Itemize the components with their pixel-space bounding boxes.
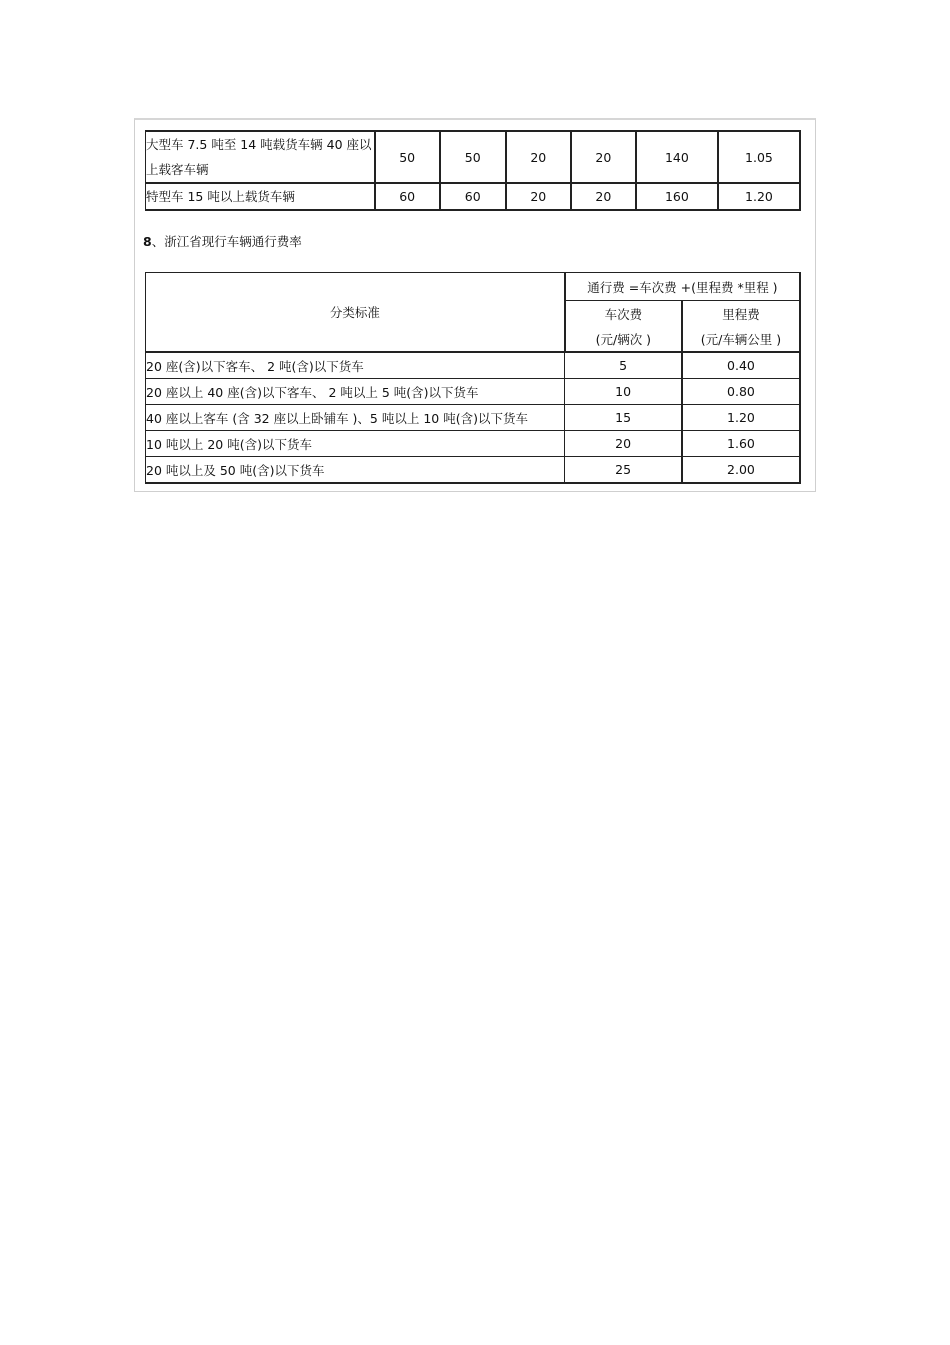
trip-fee-cell: 15 xyxy=(565,405,682,431)
value-cell: 140 xyxy=(636,131,718,183)
category-cell: 40 座以上客车 (含 32 座以上卧铺车 )、5 吨以上 10 吨(含)以下货车 xyxy=(146,405,565,431)
table-row xyxy=(146,457,801,484)
vehicle-class-cell: 大型车 7.5 吨至 14 吨载货车辆 40 座以上载客车辆 xyxy=(146,131,375,183)
vehicle-class-cell: 特型车 15 吨以上载货车辆 xyxy=(146,183,375,210)
km-fee-unit: (元/车辆公里 ) xyxy=(682,326,800,352)
km-fee-cell: 1.60 xyxy=(682,431,800,457)
table-header-row xyxy=(146,273,801,301)
category-cell: 20 吨以上及 50 吨(含)以下货车 xyxy=(146,457,565,484)
trip-fee-cell: 10 xyxy=(565,379,682,405)
trip-fee-header: 车次费 xyxy=(565,301,682,327)
formula-header: 通行费 =车次费 +(里程费 *里程 ) xyxy=(565,273,800,301)
value-cell: 1.20 xyxy=(718,183,800,210)
km-fee-cell: 0.80 xyxy=(682,379,800,405)
section-title: 、浙江省现行车辆通行费率 xyxy=(151,234,302,249)
km-fee-cell: 0.40 xyxy=(682,352,800,379)
value-cell: 160 xyxy=(636,183,718,210)
value-cell: 60 xyxy=(375,183,440,210)
value-cell: 60 xyxy=(440,183,506,210)
table-row xyxy=(146,379,801,405)
value-cell: 1.05 xyxy=(718,131,800,183)
table-row xyxy=(146,352,801,379)
document-panel xyxy=(134,118,816,492)
category-cell: 20 座以上 40 座(含)以下客车、 2 吨以上 5 吨(含)以下货车 xyxy=(146,379,565,405)
km-fee-cell: 1.20 xyxy=(682,405,800,431)
toll-table-continued xyxy=(145,130,801,211)
zhejiang-toll-rate-table xyxy=(145,272,801,484)
value-cell: 20 xyxy=(571,131,636,183)
table-row xyxy=(146,131,801,183)
category-cell: 20 座(含)以下客车、 2 吨(含)以下货车 xyxy=(146,352,565,379)
trip-fee-unit: (元/辆次 ) xyxy=(565,326,682,352)
value-cell: 50 xyxy=(440,131,506,183)
value-cell: 20 xyxy=(506,131,571,183)
section-heading xyxy=(143,232,302,250)
km-fee-header: 里程费 xyxy=(682,301,800,327)
category-header: 分类标准 xyxy=(146,273,565,353)
value-cell: 20 xyxy=(506,183,571,210)
section-number: 8 xyxy=(143,234,152,249)
category-cell: 10 吨以上 20 吨(含)以下货车 xyxy=(146,431,565,457)
table-row xyxy=(146,183,801,210)
table-row xyxy=(146,405,801,431)
trip-fee-cell: 25 xyxy=(565,457,682,484)
value-cell: 20 xyxy=(571,183,636,210)
table-row xyxy=(146,431,801,457)
value-cell: 50 xyxy=(375,131,440,183)
km-fee-cell: 2.00 xyxy=(682,457,800,484)
trip-fee-cell: 20 xyxy=(565,431,682,457)
trip-fee-cell: 5 xyxy=(565,352,682,379)
